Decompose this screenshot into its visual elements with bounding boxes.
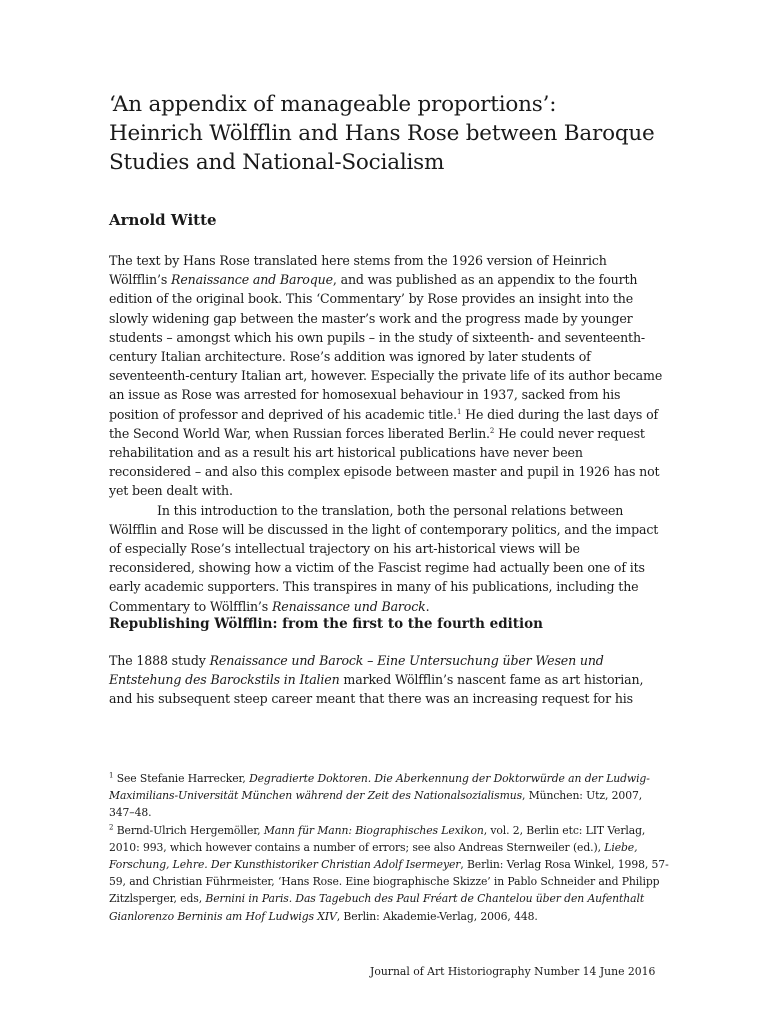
journal-footer: Journal of Art Historiography Number 14 June 2016 [370,965,656,978]
footnote-2 [109,822,669,925]
article-title [109,90,709,177]
footnote-2-text-1: Bernd-Ulrich Hergemöller, [113,823,264,837]
para3-italic-title: Renaissance und Barock – Eine Untersuchung über Wesen und Entstehung des Barockstils in Italien [109,653,604,688]
paragraph-3 [109,651,665,709]
title-line-3: Studies and National-Socialism [109,150,445,175]
para1-text-1: The text by Hans Rose translated here stems from the 1926 version of Heinrich Wölfflin’s [109,253,607,288]
paragraph-2 [109,501,665,616]
footnote-ref-1[interactable]: 1 [456,407,462,416]
footnote-2-italic-3: Bernini in Paris. Das Tagebuch des Paul Fréart de Chantelou über den Aufenthalt Gianlorenzo Berninis am Hof Ludwigs XIV [109,892,645,923]
footnote-1 [109,770,669,822]
footnotes [109,770,669,925]
intro-body [109,251,665,616]
footnote-1-italic: Degradierte Doktoren. Die Aberkennung der Doktorwürde an der Ludwig-Maximilians-Universität München während der Zeit des Nationalsozialismus [109,772,650,803]
para1-italic-title: Renaissance and Baroque [171,272,333,288]
section-heading: Republishing Wölfflin: from the first to the fourth edition [109,616,543,632]
footnote-2-text-2: , vol. 2, Berlin etc: LIT Verlag, 2010: 993, which however contains a number of errors; see also Andreas Sternweiler (ed.), [109,823,646,854]
footnote-1-number: 1 [109,771,114,780]
footnote-2-number: 2 [109,823,114,832]
para3-text-1: The 1888 study [109,653,210,668]
paragraph-1 [109,251,665,501]
footnote-2-text-3: , Berlin: Verlag Rosa Winkel, 1998, 57-59, and Christian Führmeister, ‘Hans Rose. Eine biographische Skizze’ in Pablo Schneider and Philipp Zitzlsperger, eds, [109,858,669,906]
para1-text-4: He could never request rehabilitation and as a result his art historical publications have never been reconsidered – and also this complex episode between master and pupil in 1926 has not yet been dealt with. [109,425,660,499]
title-line-1: ‘An appendix of manageable proportions’: [109,92,557,117]
footnote-2-italic-2: Liebe, Forschung, Lehre. Der Kunsthistoriker Christian Adolf Isermeyer [109,840,638,872]
footnote-ref-2[interactable]: 2 [489,426,495,435]
section-body [109,651,665,709]
para2-italic-title: Renaissance und Barock [271,598,426,614]
para1-text-3: He died during the last days of the Second World War, when Russian forces liberated Berlin. [109,406,659,441]
para2-text-1: In this introduction to the translation, both the personal relations between Wölfflin and Rose will be discussed in the light of contemporary politics, and the impact of especially Rose’s intellectual trajectory on his art-historical views will be reconsidered, showing how a victim of the Fascist regime had actually been one of its early academic supporters. This transpires in many of his publications, including the Commentary to Wölfflin’s [109,502,659,614]
para2-text-2: . [425,598,430,614]
footnote-2-text-4: , Berlin: Akademie-Verlag, 2006, 448. [336,909,538,923]
author-name: Arnold Witte [109,211,217,229]
title-line-2: Heinrich Wölfflin and Hans Rose between Baroque [109,121,655,146]
footnote-2-italic-1: Mann für Mann: Biographisches Lexikon [263,823,484,837]
para3-text-2: marked Wölfflin’s nascent fame as art historian, and his subsequent steep career meant that there was an increasing request for his [109,672,644,707]
footnote-1-text-1: See Stefanie Harrecker, [113,772,250,785]
para1-text-2: , and was published as an appendix to the fourth edition of the original book. This ‘Commentary’ by Rose provides an insight into the slowly widening gap between the master’s work and the progress made by younger students – amongst which his own pupils – in the study of sixteenth- and seventeenth-century Italian architecture. Rose’s addition was ignored by later students of seventeenth-century Italian art, however. Especially the private life of its author became an issue as Rose was arrested for homosexual behaviour in 1937, sacked from his position of professor and deprived of his academic title. [109,272,663,422]
footnote-1-text-2: , München: Utz, 2007, 347–48. [109,789,643,820]
